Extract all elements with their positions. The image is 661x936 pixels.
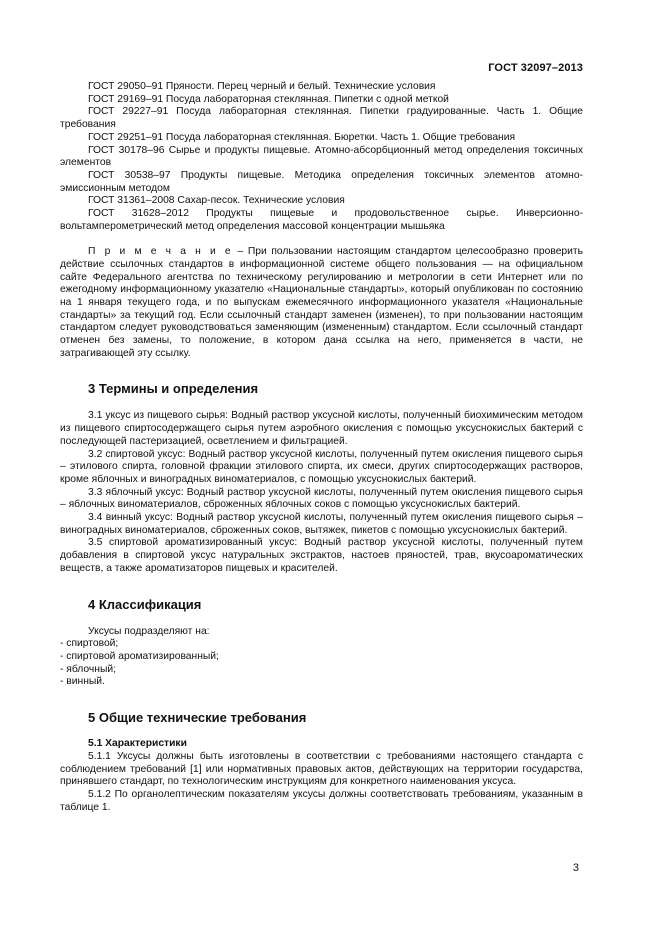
- page-number: 3: [572, 862, 579, 874]
- note-text: – При пользовании настоящим стандартом целесообразно проверить действие ссылочных стандартов в информационной системе общего пользования — на официальном сайте Федерального агентства по техническому регулированию и метрологии в сети Интернет или по ежегодному информационному указателю «Национальные стандарты», который опубликован по состоянию на 1 января текущего года, и по выпускам ежемесячного информационного указателя «Национальные стандарты» за текущий год. Если ссылочный стандарт заменен (изменен), то при пользовании настоящим стандартом следует руководствоваться заменяющим (измененным) стандартом. Если ссылочный стандарт отменен без замены, то положение, в котором дана ссылка на него, применяется в части, не затрагивающей эту ссылку.: [60, 246, 583, 359]
- reference-item: ГОСТ 29169–91 Посуда лабораторная стеклянная. Пипетки с одной меткой: [88, 93, 449, 105]
- list-item: - винный.: [60, 676, 105, 688]
- section-4-heading: 4 Классификация: [88, 596, 202, 612]
- section-5-heading: 5 Общие технические требования: [88, 710, 307, 726]
- list-item: - спиртовой ароматизированный;: [60, 651, 219, 662]
- term-definition: 3.3 яблочный уксус: Водный раствор уксусной кислоты, полученный путем окисления пищевого сырья – яблочных виноматериалов, сброженных яблочных соков с помощью уксуснокислых бактерий.: [60, 486, 583, 511]
- list-item: - яблочный;: [60, 663, 116, 675]
- reference-item: ГОСТ 29227–91 Посуда лабораторная стеклянная. Пипетки градуированные. Часть 1. Общие требования: [60, 106, 583, 131]
- term-definition: 3.1 уксус из пищевого сырья: Водный раствор уксусной кислоты, полученный биохимическим методом из пищевого спиртосодержащего сырья путем аэробного окисления с помощью уксуснокислых бактерий с последующей пастеризацией, осветлением и фильтрацией.: [60, 410, 583, 447]
- reference-item: ГОСТ 31628–2012 Продукты пищевые и продовольственное сырье. Инверсионно-вольтамперометрический метод определения массовой концентрации мышьяка: [60, 208, 583, 232]
- note-label: П р и м е ч а н и е: [88, 246, 233, 258]
- subsection-5-1-heading: 5.1 Характеристики: [88, 738, 187, 750]
- classification-intro: Уксусы подразделяют на:: [88, 625, 210, 637]
- reference-item: ГОСТ 29251–91 Посуда лабораторная стеклянная. Бюретки. Часть 1. Общие требования: [88, 131, 516, 143]
- reference-item: ГОСТ 29050–91 Пряности. Перец черный и белый. Технические условия: [88, 81, 436, 92]
- requirement-paragraph: 5.1.1 Уксусы должны быть изготовлены в соответствии с требованиями настоящего стандарта с соблюдением требований [1] или нормативных правовых актов, действующих на территории государства, принявшего стандарт, по технологическим инструкциям для конкретного наименования уксуса.: [60, 750, 583, 788]
- section-3-heading: 3 Термины и определения: [88, 381, 259, 397]
- classification-list: [60, 626, 583, 690]
- term-definition: 3.4 винный уксус: Водный раствор уксусной кислоты, полученный путем окисления пищевого сырья – виноградных виноматериалов, сброженных соков, вытяжек, пикетов с помощью уксуснокислых бактерий.: [60, 512, 583, 536]
- list-item: - спиртовой;: [60, 638, 119, 650]
- reference-item: ГОСТ 30178–96 Сырье и продукты пищевые. Атомно-абсорбционный метод определения токсичных элементов: [60, 144, 583, 169]
- requirement-paragraph: 5.1.2 По органолептическим показателям уксусы должны соответствовать требованиям, указанным в таблице 1.: [60, 788, 583, 813]
- term-definition: 3.5 спиртовой ароматизированный уксус: Водный раствор уксусной кислоты, полученный путем добавления в спиртовой уксус натуральных экстрактов, настоев пряностей, трав, вкусоароматических веществ, а также ароматизаторов пищевых и красителей.: [60, 537, 583, 574]
- term-definition: 3.2 спиртовой уксус: Водный раствор уксусной кислоты, полученный путем окисления пищевого сырья – этилового спирта, головной фракции этилового спирта, их смеси, других спиртосодержащих растворов, кроме яблочных и виноградных виноматериалов, с помощью уксуснокислых бактерий.: [60, 448, 583, 485]
- note-paragraph: [60, 246, 583, 360]
- reference-item: ГОСТ 31361–2008 Сахар-песок. Технические условия: [88, 195, 345, 207]
- reference-item: ГОСТ 30538–97 Продукты пищевые. Методика определения токсичных элементов атомно-эмиссионным методом: [60, 169, 583, 194]
- references-list: [60, 81, 583, 233]
- document-code-header: ГОСТ 32097–2013: [488, 62, 583, 74]
- section-3-items: [60, 410, 583, 575]
- page-content: [60, 81, 583, 814]
